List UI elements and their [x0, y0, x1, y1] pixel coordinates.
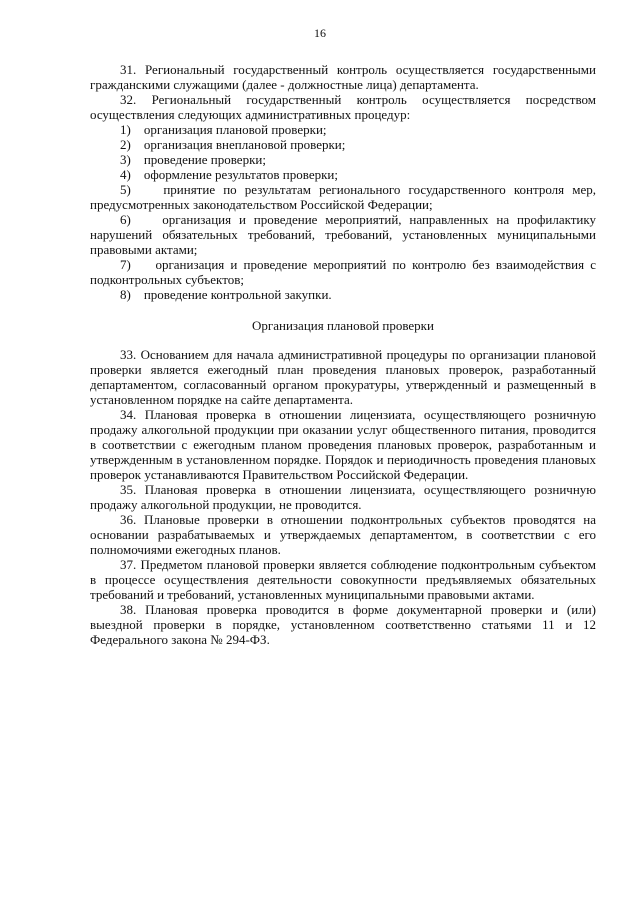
paragraph-38: 38. Плановая проверка проводится в форме документарной проверки и (или) выездной проверки в порядке, установленном соответственно статьями 11 и 12 Федерального закона № 294-ФЗ.	[90, 602, 596, 647]
list-item: 4) оформление результатов проверки;	[120, 167, 338, 182]
list-item: 1) организация плановой проверки;	[120, 122, 327, 137]
section-heading: Организация плановой проверки	[252, 318, 434, 333]
list-item: 2) организация внеплановой проверки;	[120, 137, 346, 152]
paragraph-34: 34. Плановая проверка в отношении лицензиата, осуществляющего розничную продажу алкогольной продукции при оказании услуг общественного питания, проводится в соответствии с ежегодным планом проведения плановых проверок, разработанным и утвержденным в установленном порядке. Порядок и периодичность проведения плановых проверок устанавливаются Правительством Российской Федерации.	[90, 407, 596, 482]
paragraph-35: 35. Плановая проверка в отношении лицензиата, осуществляющего розничную продажу алкогольной продукции, не проводится.	[90, 482, 596, 512]
punch-hole-mark-upper	[30, 262, 52, 284]
paragraph-36: 36. Плановые проверки в отношении подконтрольных субъектов проводятся на основании разрабатываемых и утверждаемых департаментом, в соответствии с его полномочиями ежегодных планов.	[90, 512, 596, 557]
document-body	[90, 62, 596, 647]
page-number: 16	[314, 26, 326, 40]
paragraph-32: 32. Региональный государственный контроль осуществляется посредством осуществления следующих административных процедур:	[90, 92, 596, 122]
procedure-list	[90, 122, 596, 302]
list-item: 5) принятие по результатам регионального государственного контроля мер, предусмотренных законодательством Российской Федерации;	[90, 182, 596, 212]
paragraph-33: 33. Основанием для начала административной процедуры по организации плановой проверки является ежегодный план проведения плановых проверок, разработанный департаментом, согласованный органом прокуратуры, утвержденный и размещенный в установленном порядке на сайте департамента.	[90, 347, 596, 407]
list-item: 6) организация и проведение мероприятий, направленных на профилактику нарушений обязательных требований, требований, установленных муниципальными правовыми актами;	[90, 212, 597, 257]
paragraph-37: 37. Предметом плановой проверки является соблюдение подконтрольным субъектом в процессе осуществления деятельности совокупности предъявляемых обязательных требований и требований, установленных муниципальными правовыми актами.	[90, 557, 596, 602]
list-item: 7) организация и проведение мероприятий по контролю без взаимодействия с подконтрольных субъектов;	[90, 257, 596, 287]
list-item: 8) проведение контрольной закупки.	[120, 287, 332, 302]
paragraph-31: 31. Региональный государственный контроль осуществляется государственными гражданскими служащими (далее - должностные лица) департамента.	[90, 62, 596, 92]
punch-hole-mark-lower	[30, 472, 52, 494]
list-item: 3) проведение проверки;	[120, 152, 266, 167]
